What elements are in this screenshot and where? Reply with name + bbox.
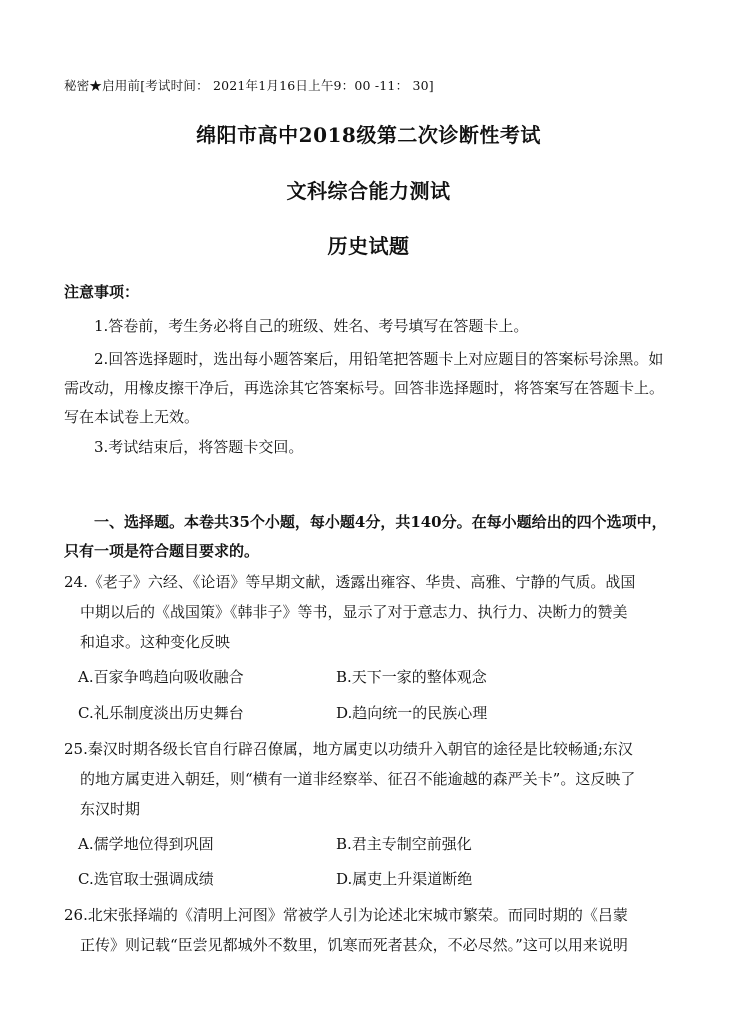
q24-option-d: D.趋向统一的民族心理 — [336, 704, 488, 722]
q25-line-1: 25.秦汉时期各级长官自行辟召僚属，地方属吏以功绩升入朝官的途径是比较畅通;东汉 — [64, 740, 633, 758]
q24-option-c: C.礼乐制度淡出历史舞台 — [78, 704, 244, 722]
q25-option-b: B.君主专制空前强化 — [336, 835, 472, 853]
notice-item-1: 1.答卷前，考生务必将自己的班级、姓名、考号填写在答题卡上。 — [94, 317, 529, 335]
notice-item-3: 3.考试结束后，将答题卡交回。 — [94, 438, 304, 456]
q25-line-3: 东汉时期 — [80, 800, 141, 818]
q24-option-a: A.百家争鸣趋向吸收融合 — [78, 668, 244, 686]
subject-title: 历史试题 — [327, 234, 410, 258]
q25-option-c: C.选官取士强调成绩 — [78, 870, 214, 888]
section-instructions: 一、选择题。本卷共35个小题，每小题4分，共140分。在每小题给出的四个选项中，只有一项是符合题目要求的。 — [64, 513, 667, 560]
q24-line-2: 中期以后的《战国策》《韩非子》等书，显示了对于意志力、执行力、决断力的赞美 — [80, 603, 628, 621]
q24-line-1: 24.《老子》六经、《论语》等早期文献，透露出雍容、华贵、高雅、宁静的气质。战国 — [64, 573, 636, 591]
q26-line-1: 26.北宋张择端的《清明上河图》常被学人引为论述北宋城市繁荣。而同时期的《吕蒙 — [64, 906, 628, 924]
q25-option-d: D.属吏上升渠道断绝 — [336, 870, 473, 888]
exam-main-title: 绵阳市高中2018级第二次诊断性考试 — [196, 123, 541, 147]
notice-item-2: 2.回答选择题时，选出每小题答案后，用铅笔把答题卡上对应题目的答案标号涂黑。如需改动，用橡皮擦干净后，再选涂其它答案标号。回答非选择题时，将答案写在答题卡上。写在本试卷上无效。 — [64, 350, 665, 426]
q24-option-b: B.天下一家的整体观念 — [336, 668, 487, 686]
q25-line-2: 的地方属吏进入朝廷，则“横有一道非经察举、征召不能逾越的森严关卡”。这反映了 — [80, 770, 636, 788]
q26-line-2: 正传》则记载“臣尝见都城外不数里，饥寒而死者甚众，不必尽然。”这可以用来说明 — [80, 936, 628, 954]
confidential-exam-time-line: 秘密★启用前[考试时间： 2021年1月16日上午9：00 -11： 30] — [64, 78, 434, 93]
notice-heading: 注意事项： — [64, 283, 140, 301]
exam-subtitle: 文科综合能力测试 — [286, 179, 451, 203]
q24-line-3: 和追求。这种变化反映 — [80, 633, 231, 651]
q25-option-a: A.儒学地位得到巩固 — [78, 835, 214, 853]
